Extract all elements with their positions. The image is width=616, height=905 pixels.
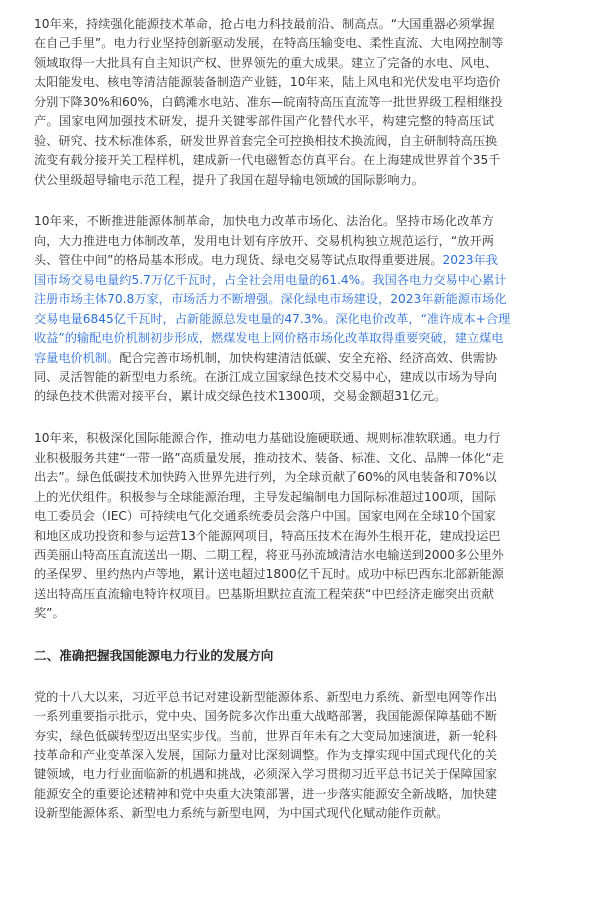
article-paragraphs	[34, 15, 511, 624]
article-body	[34, 15, 511, 846]
text-line	[34, 112, 494, 131]
text-segment: 技革命和产业变革深入发展，国际力量对比深刻调整。作为支撑实现中国式现代化的关	[34, 747, 498, 762]
text-line	[34, 271, 507, 290]
paragraph	[34, 15, 504, 190]
text-segment: 键领域，电力行业面临新的机遇和挑战，必须深入学习贯彻习近平总书记关于保障国家	[34, 767, 498, 782]
text-segment: 同、灵活智能的新型电力系统。在浙江成立国家绿色技术交易中心，建成以市场为导向	[34, 369, 498, 384]
text-line	[34, 132, 498, 151]
text-segment: 的绿色技术供需对接平台，累计成交绿色技术1300项，交易金额超31亿元。	[34, 389, 447, 404]
text-segment: 向，大力推进电力体制改革，发用电计划有序放开、交易机构独立规范运行，“放开两	[34, 233, 494, 248]
text-segment: 业积极服务共建“一带一路”高质量发展，推动技术、装备、标准、文化、品牌一体化“走	[34, 450, 504, 465]
text-segment: 出去”。绿色低碳技术加快跨入世界先进行列，为全球贡献了60%的风电装备和70%以	[34, 470, 497, 485]
text-line	[34, 785, 498, 804]
text-segment: 在自己手里”。电力行业坚持创新驱动发展，在特高压输变电、柔性直流、大电网控制等	[34, 36, 504, 51]
text-segment: 和地区成功投资和参与运营13个能源网项目，特高压技术在海外生根开花，建成投运巴	[34, 528, 501, 543]
text-line	[34, 604, 494, 623]
text-line	[34, 429, 501, 448]
text-segment: 夯实，绿色低碳转型迈出坚实步伐。当前，世界百年未有之大变局加速演进，新一轮科	[34, 728, 498, 743]
text-segment: 一系列重要指示批示，党中央、国务院多次作出重大战略部署，我国能源保障基础不断	[34, 709, 498, 724]
text-line	[34, 368, 498, 387]
text-segment: 领域取得一大批具有自主知识产权、世界领先的重大成果。建立了完备的水电、风电、	[34, 55, 498, 70]
text-line	[34, 329, 504, 348]
text-line	[34, 707, 498, 726]
text-segment: 送出特高压直流输电特许权项目。巴基斯坦默拉直流工程荣获“中巴经济走廊突出贡献	[34, 586, 494, 601]
section-heading: 二、准确把握我国能源电力行业的发展方向	[34, 648, 274, 664]
paragraph	[34, 212, 511, 406]
text-segment: 能源安全的重要论述精神和党中央重大决策部署，进一步落实能源安全新战略，加快建	[34, 786, 498, 801]
text-segment: 电工委员会（IEC）可持续电气化交通系统委员会落户中国。国家电网在全球10个国家	[34, 509, 496, 524]
highlighted-text: 收益”的输配电价机制初步形成，燃煤发电上网价格市场化改革取得重要突破，建立煤电	[34, 331, 504, 346]
text-line	[34, 565, 504, 584]
text-line	[34, 34, 504, 53]
text-line	[34, 449, 504, 468]
text-segment: 分别下降30%和60%，白鹤滩水电站、准东—皖南特高压直流等一批世界级工程相继投	[34, 94, 503, 109]
text-line	[34, 73, 501, 92]
text-segment: 配合完善市场机制，加快构建清洁低碳、安全充裕、经济高效、供需协	[119, 350, 498, 365]
text-segment: 太阳能发电、核电等清洁能源装备制造产业链，10年来，陆上风电和光伏发电平均造价	[34, 75, 501, 90]
text-line	[34, 688, 498, 707]
text-line	[34, 251, 498, 270]
text-segment: 验、研究、技术标准体系，研发世界首套完全可控换相技术换流阀，自主研制特高压换	[34, 133, 498, 148]
text-line	[34, 54, 498, 73]
text-line	[34, 387, 494, 406]
text-line	[34, 171, 494, 190]
text-line	[34, 585, 494, 604]
text-line	[34, 310, 511, 329]
text-segment: 产。国家电网加强技术研发，提升关键零部件国产化替代水平，构建完整的特高压试	[34, 114, 494, 129]
highlighted-text: 国市场交易电量约5.7万亿千瓦时，占全社会用电量的61.4%。我国各电力交易中心累计	[34, 272, 507, 287]
text-line	[34, 93, 503, 112]
text-segment: 头、管住中间”的格局基本形成。电力现货、绿电交易等试点取得重要进展。	[34, 253, 443, 268]
text-segment: 10年来，积极深化国际能源合作，推动电力基础设施硬联通、规则标准软联通。电力行	[34, 431, 501, 446]
highlighted-text: 2023年我	[442, 253, 498, 268]
highlighted-text: 交易电量6845亿千瓦时，占新能源总发电量的47.3%。深化电价改革，“准许成本+合理	[34, 311, 511, 326]
text-line	[34, 746, 498, 765]
highlighted-text: 容量电价机制。	[34, 350, 120, 365]
text-segment: 的圣保罗、里约热内卢等地，累计送电超过1800亿千瓦时。成功中标巴西东北部新能源	[34, 567, 504, 582]
text-line	[34, 15, 494, 34]
text-segment: 党的十八大以来，习近平总书记对建设新型能源体系、新型电力系统、新型电网等作出	[34, 689, 498, 704]
text-line	[34, 546, 504, 565]
text-line	[34, 468, 497, 487]
text-line	[34, 290, 507, 309]
paragraph	[34, 429, 504, 623]
text-segment: 10年来，持续强化能源技术革命，抢占电力科技最前沿、制高点。“大国重器必须掌握	[34, 17, 495, 31]
text-line	[34, 527, 501, 546]
text-line	[34, 507, 494, 526]
text-segment: 流变有载分接开关工程样机，建成新一代电磁暂态仿真平台。在上海建成世界首个35千	[34, 153, 501, 168]
text-line	[34, 727, 498, 746]
paragraph-closing	[34, 688, 498, 824]
text-segment: 伏公里级超导输电示范工程，提升了我国在超导输电领域的国际影响力。	[34, 172, 424, 187]
text-line	[34, 349, 498, 368]
text-line	[34, 212, 494, 231]
text-line	[34, 232, 494, 251]
text-segment: 上的光伏组件。积极参与全球能源治理，主导发起编制电力国际标准超过100项，国际	[34, 489, 497, 504]
text-line	[34, 804, 494, 823]
text-segment: 设新型能源体系、新型电力系统与新型电网，为中国式现代化赋动能作贡献。	[34, 806, 449, 821]
text-segment: 奖”。	[34, 606, 65, 621]
text-segment: 10年来，不断推进能源体制革命，加快电力改革市场化、法治化。坚持市场化改革方	[34, 214, 494, 229]
text-segment: 西美丽山特高压直流送出一期、二期工程，将亚马孙流域清洁水电输送到2000多公里外	[34, 547, 504, 562]
text-line	[34, 151, 501, 170]
text-line	[34, 488, 497, 507]
highlighted-text: 注册市场主体70.8万家，市场活力不断增强。深化绿电市场建设，2023年新能源市场化	[34, 292, 507, 307]
text-line	[34, 765, 498, 784]
